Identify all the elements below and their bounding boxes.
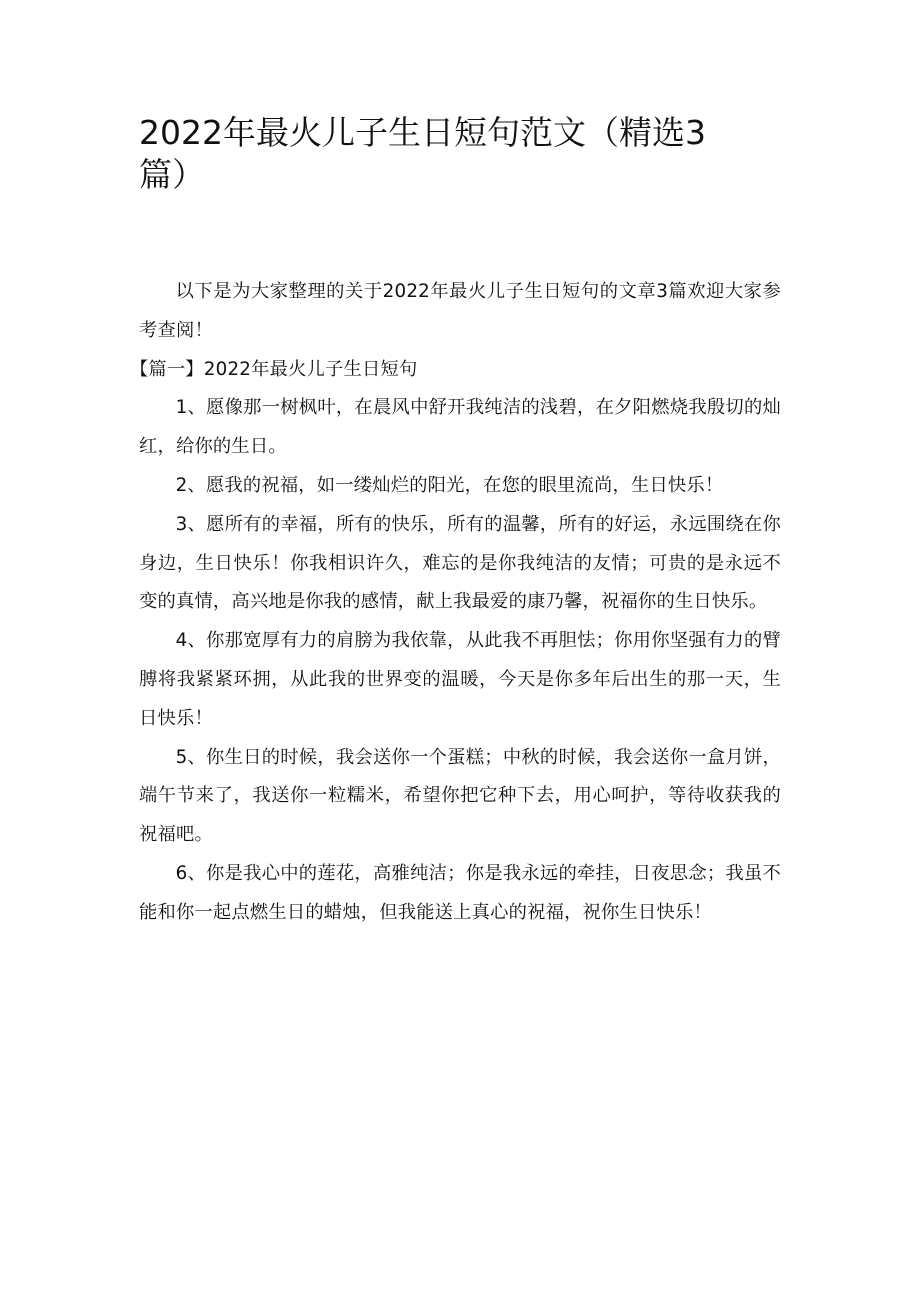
list-item: 5、你生日的时候，我会送你一个蛋糕；中秋的时候，我会送你一盒月饼，端午节来了，我送你一粒糯米，希望你把它种下去，用心呵护，等待收获我的祝福吧。: [139, 746, 781, 846]
list-item: 3、愿所有的幸福，所有的快乐，所有的温馨，所有的好运，永远围绕在你身边，生日快乐！你我相识许久，难忘的是你我纯洁的友情；可贵的是永远不变的真情，高兴地是你我的感情，献上我最爱的康乃馨，祝福你的生日快乐。: [139, 513, 781, 613]
document-title: 2022年最火儿子生日短句范文（精选3篇）: [139, 113, 706, 194]
list-item: 6、你是我心中的莲花，高雅纯洁；你是我永远的牵挂，日夜思念；我虽不能和你一起点燃生日的蜡烛，但我能送上真心的祝福，祝你生日快乐！: [139, 862, 781, 923]
list-item: 4、你那宽厚有力的肩膀为我依靠，从此我不再胆怯；你用你坚强有力的臂膊将我紧紧环拥，从此我的世界变的温暖，今天是你多年后出生的那一天，生日快乐！: [139, 630, 781, 729]
list-item: 2、愿我的祝福，如一缕灿烂的阳光，在您的眼里流尚，生日快乐！: [175, 474, 724, 496]
list-item: 1、愿像那一树枫叶，在晨风中舒开我纯洁的浅碧，在夕阳燃烧我殷切的灿红，给你的生日。: [139, 397, 781, 458]
intro-paragraph: 以下是为大家整理的关于2022年最火儿子生日短句的文章3篇欢迎大家参考查阅！: [139, 281, 781, 341]
section-heading: 【篇一】2022年最火儿子生日短句: [129, 358, 418, 380]
document-body: [129, 273, 781, 933]
